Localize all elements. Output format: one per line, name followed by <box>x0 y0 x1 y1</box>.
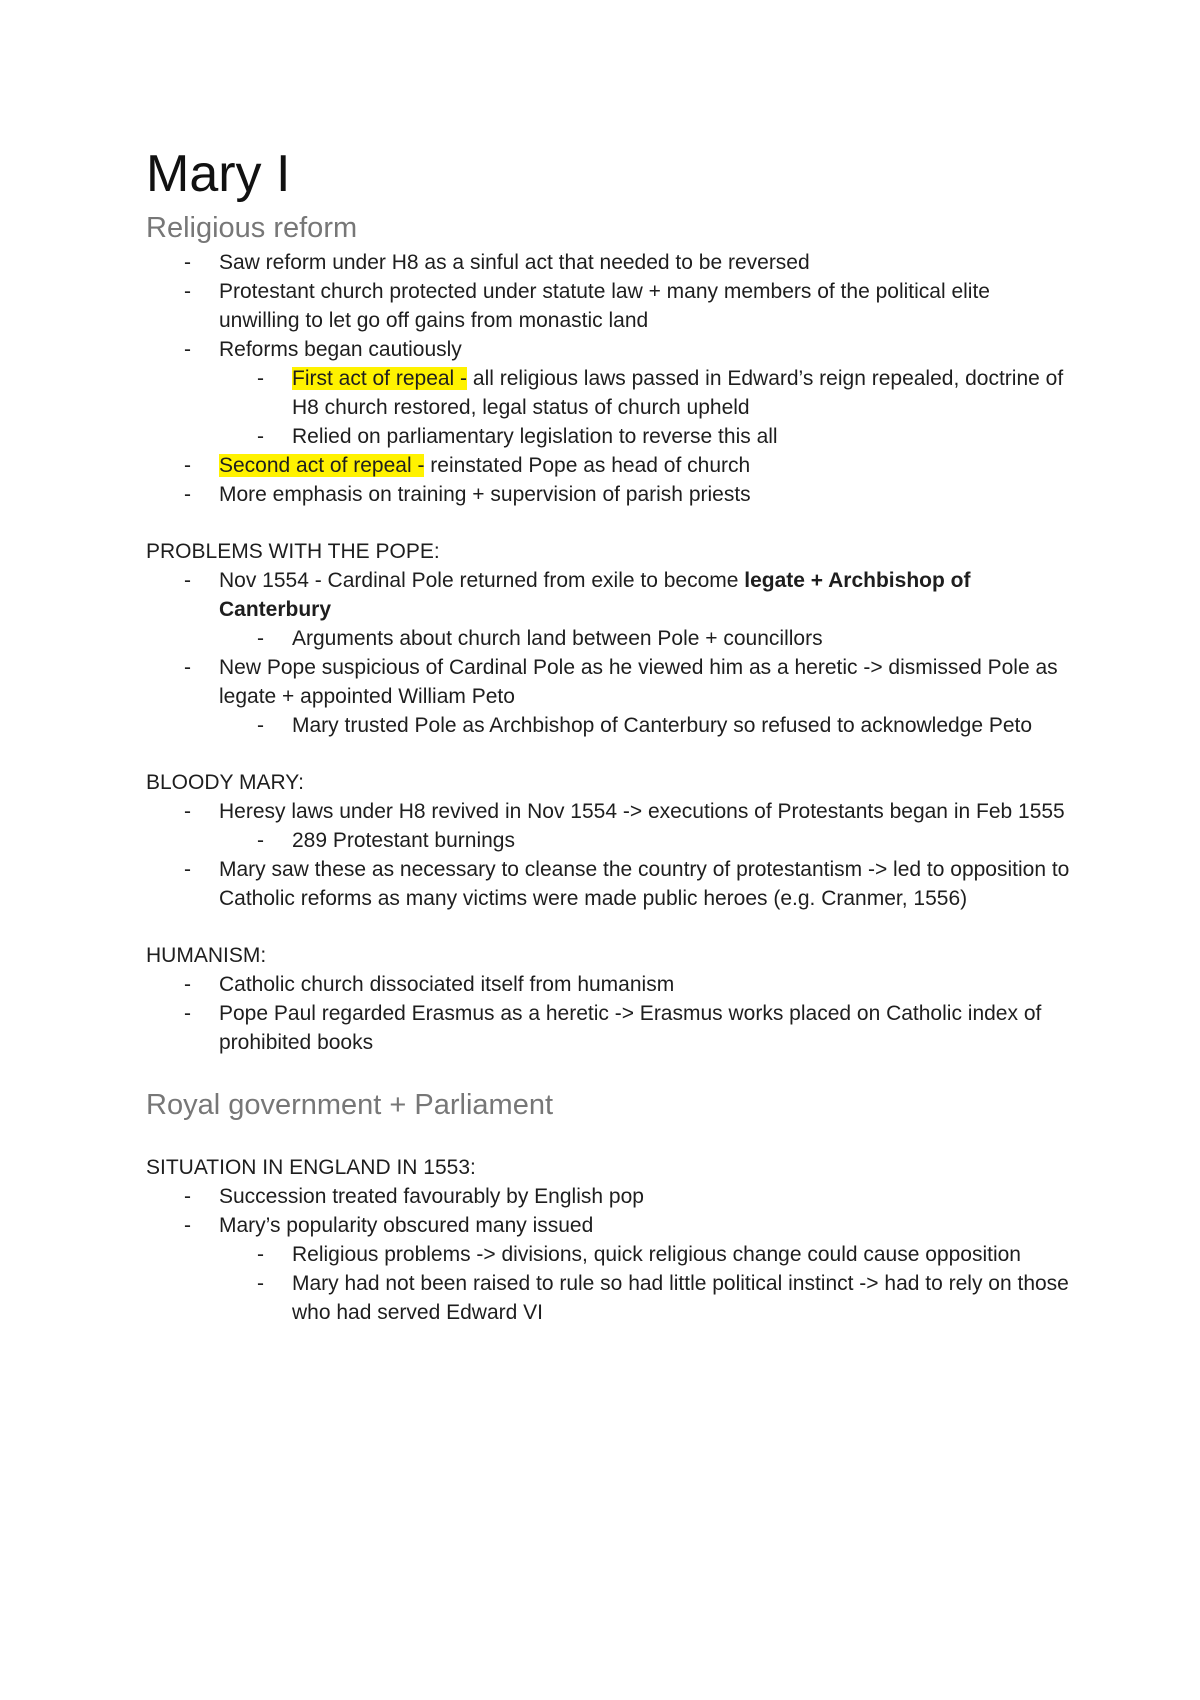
bold-text: legate + Archbishop of Canterbury <box>219 569 971 621</box>
list-item: - Mary saw these as necessary to cleanse the country of protestantism -> led to opposition to Catholic reforms as many victims were made public heroes (e.g. Cranmer, 1556) <box>146 855 1076 913</box>
humanism-list <box>146 970 1076 1057</box>
list-item: - First act of repeal - all religious laws passed in Edward’s reign repealed, doctrine of H8 church restored, legal status of church upheld <box>219 364 1076 422</box>
bullet-dash: - <box>257 1272 264 1295</box>
highlighted-text: First act of repeal - <box>292 367 468 390</box>
bullet-dash: - <box>184 858 191 881</box>
pope-list <box>146 566 1076 740</box>
bullet-dash: - <box>184 454 191 477</box>
bullet-dash: - <box>257 714 264 737</box>
bullet-dash: - <box>184 280 191 303</box>
bullet-dash: - <box>184 569 191 592</box>
bullet-dash: - <box>184 1185 191 1208</box>
list-item: - Mary’s popularity obscured many issued - Religious problems -> divisions, quick religious change could cause opposition - Mary had not been raised to rule so had little political instinct -> had to rely on those who had served Edward VI <box>146 1211 1076 1327</box>
bullet-dash: - <box>184 483 191 506</box>
list-item: - Reforms began cautiously - First act of repeal - all religious laws passed in Edward’s reign repealed, doctrine of H8 church restored, legal status of church upheld - Relied on parliamentary legislation to reverse this all <box>146 335 1076 451</box>
bullet-dash: - <box>257 367 264 390</box>
list-item: - Catholic church dissociated itself from humanism <box>146 970 1076 999</box>
section-heading-situation: SITUATION IN ENGLAND IN 1553: <box>146 1156 476 1179</box>
section-heading-humanism: HUMANISM: <box>146 944 267 967</box>
bullet-dash: - <box>184 1002 191 1025</box>
list-item: - New Pope suspicious of Cardinal Pole as he viewed him as a heretic -> dismissed Pole as legate + appointed William Peto - Mary trusted Pole as Archbishop of Canterbury so refused to acknowledge Peto <box>146 653 1076 740</box>
sublist <box>219 624 1076 653</box>
bullet-dash: - <box>257 829 264 852</box>
list-item: - Relied on parliamentary legislation to reverse this all <box>219 422 1076 451</box>
bullet-dash: - <box>184 800 191 823</box>
bullet-dash: - <box>257 627 264 650</box>
list-item: - Second act of repeal - reinstated Pope as head of church <box>146 451 1076 480</box>
list-item: - Protestant church protected under statute law + many members of the political elite unwilling to let go off gains from monastic land <box>146 277 1076 335</box>
bullet-dash: - <box>184 973 191 996</box>
list-item: - Mary had not been raised to rule so had little political instinct -> had to rely on those who had served Edward VI <box>219 1269 1076 1327</box>
list-item: - Succession treated favourably by English pop <box>146 1182 1076 1211</box>
sublist <box>219 826 1076 855</box>
list-item: - 289 Protestant burnings <box>219 826 1076 855</box>
bullet-dash: - <box>257 1243 264 1266</box>
highlighted-text: Second act of repeal - <box>219 454 425 477</box>
sublist <box>219 1240 1076 1327</box>
bloody-mary-list <box>146 797 1076 913</box>
document-page <box>146 140 1076 1327</box>
list-item: - Heresy laws under H8 revived in Nov 1554 -> executions of Protestants began in Feb 1555 - 289 Protestant burnings <box>146 797 1076 855</box>
bullet-dash: - <box>257 425 264 448</box>
list-item: - Religious problems -> divisions, quick religious change could cause opposition <box>219 1240 1076 1269</box>
situation-list <box>146 1182 1076 1327</box>
list-item: - Pope Paul regarded Erasmus as a heretic -> Erasmus works placed on Catholic index of prohibited books <box>146 999 1076 1057</box>
sublist <box>219 364 1076 451</box>
section-heading-bloody-mary: BLOODY MARY: <box>146 771 304 794</box>
list-item: - Nov 1554 - Cardinal Pole returned from exile to become legate + Archbishop of Canterbury - Arguments about church land between Pole + councillors <box>146 566 1076 653</box>
list-item: - Saw reform under H8 as a sinful act that needed to be reversed <box>146 248 1076 277</box>
bullet-dash: - <box>184 251 191 274</box>
list-item: - More emphasis on training + supervision of parish priests <box>146 480 1076 509</box>
list-item: - Mary trusted Pole as Archbishop of Canterbury so refused to acknowledge Peto <box>219 711 1076 740</box>
page-title: Mary I <box>146 145 291 203</box>
section-heading-royal-government: Royal government + Parliament <box>146 1089 554 1121</box>
section-heading-religious-reform: Religious reform <box>146 212 358 244</box>
sublist <box>219 711 1076 740</box>
bullet-dash: - <box>184 656 191 679</box>
religious-reform-list <box>146 248 1076 509</box>
list-item: - Arguments about church land between Pole + councillors <box>219 624 1076 653</box>
bullet-dash: - <box>184 338 191 361</box>
section-heading-pope: PROBLEMS WITH THE POPE: <box>146 540 440 563</box>
bullet-dash: - <box>184 1214 191 1237</box>
